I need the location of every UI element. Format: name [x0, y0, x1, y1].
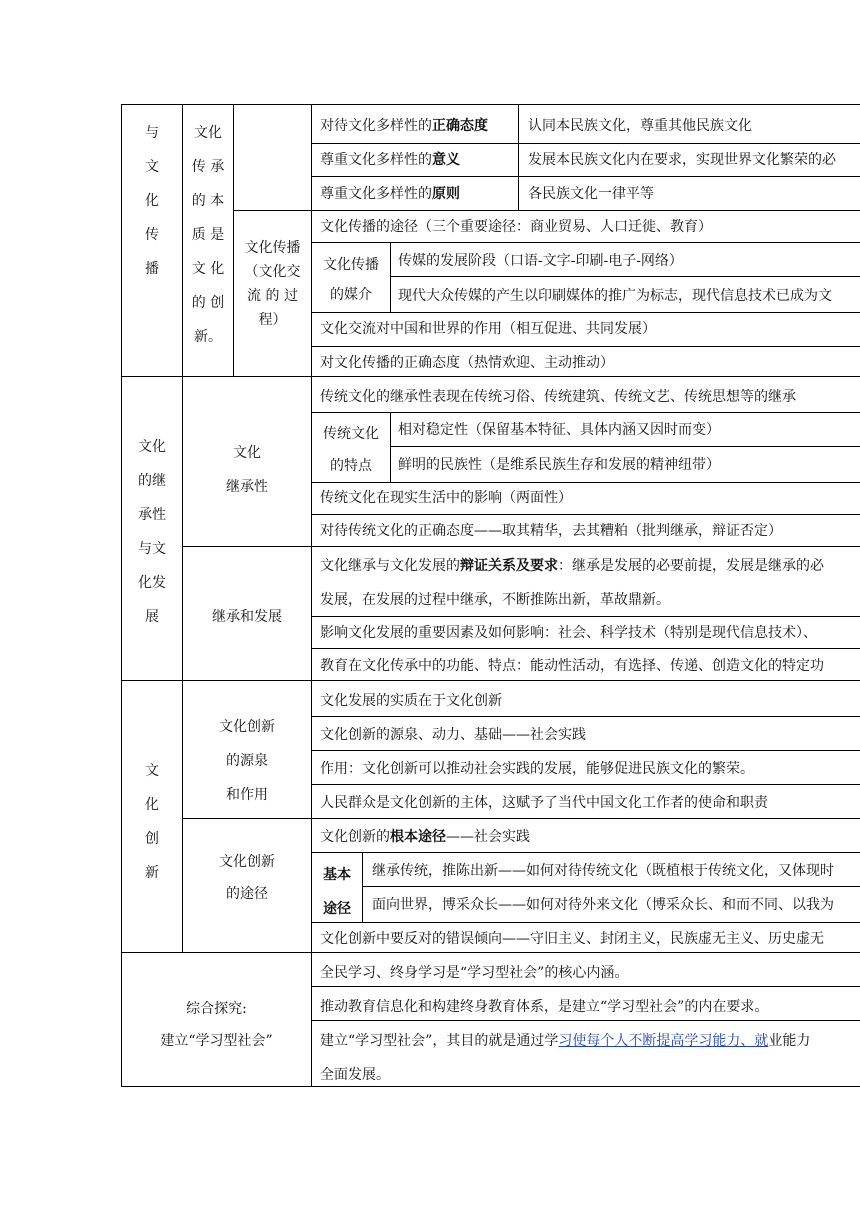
learning-society-requirement: 推动教育信息化和构建终身教育体系，是建立“学习型社会”的内在要求。 [320, 999, 769, 1015]
row-divider [311, 986, 860, 987]
row-divider [233, 210, 860, 211]
dialectic-relation-cont: 发展，在发展的过程中继承，不断推陈出新，革故鼎新。 [320, 592, 670, 608]
learning-society-core: 全民学习、终身学习是“学习型社会”的核心内涵。 [320, 965, 629, 981]
column-divider [362, 852, 363, 922]
subsection-title-culture-inheritance: 文化 传 承 的 本 质 是 文 化 的 创 新。 [191, 125, 225, 345]
row-divider [311, 784, 860, 785]
row-divider [390, 446, 860, 447]
row-divider [311, 346, 860, 347]
innovation-source: 文化创新的源泉、动力、基础——社会实践 [320, 727, 586, 743]
row-divider [311, 1020, 860, 1021]
section-title-culture-innovation: 文 化 创 新 [145, 763, 159, 881]
row-divider [311, 482, 860, 483]
section-title-inheritance-development: 文化 的继 承性 与文 化发 展 [138, 439, 166, 625]
row-divider [311, 648, 860, 649]
diversity-meaning-answer: 发展本民族文化内在要求，实现世界文化繁荣的必 [528, 152, 836, 168]
innovation-path-label: 文化创新 的途径 [219, 854, 275, 902]
row-divider [311, 922, 860, 923]
spread-media-label: 文化传播 的媒介 [323, 257, 379, 303]
exchange-role: 文化交流对中国和世界的作用（相互促进、共同发展） [320, 321, 656, 337]
inheritance-expression: 传统文化的继承性表现在传统习俗、传统建筑、传统文艺、传统思想等的继承 [320, 389, 796, 405]
synthesis-title: 综合探究: [186, 1001, 247, 1017]
spread-attitude: 对文化传播的正确态度（热情欢迎、主动推动） [320, 355, 614, 371]
section-divider [121, 952, 860, 953]
learning-society-goal: 建立“学习型社会”，其目的就是通过学习使每个人不断提高学习能力、就业能力 [320, 1033, 811, 1049]
inheritance-label: 文化 继承性 [226, 445, 268, 495]
diversity-principle-answer: 各民族文化一律平等 [528, 186, 654, 202]
education-function: 教育在文化传承中的功能、特点：能动性活动，有选择、传递、创造文化的特定功 [320, 658, 824, 674]
section-title-culture-spread: 与 文 化 传 播 [145, 125, 159, 277]
media-stages: 传媒的发展阶段（口语-文字-印刷-电子-网络） [398, 253, 683, 269]
media-modern: 现代大众传媒的产生以印刷媒体的推广为标志，现代信息技术已成为文 [398, 288, 832, 304]
trait-stability: 相对稳定性（保留基本特征、具体内涵又因时而变） [398, 422, 720, 438]
row-divider [311, 616, 860, 617]
trait-nationality: 鲜明的民族性（是维系民族生存和发展的精神纽带） [398, 457, 720, 473]
spread-process-label: 文化传播 （文化交 流 的 过 程） [244, 240, 301, 328]
dialectic-relation: 文化继承与文化发展的辩证关系及要求：继承是发展的必要前提，发展是继承的必 [320, 558, 824, 574]
row-divider [311, 176, 860, 177]
section-divider [121, 680, 860, 681]
diversity-meaning-label: 尊重文化多样性的意义 [320, 152, 460, 168]
tradition-influence: 传统文化在现实生活中的影响（两面性） [320, 490, 572, 506]
row-divider [311, 312, 860, 313]
diversity-attitude-answer: 认同本民族文化，尊重其他民族文化 [528, 118, 752, 134]
row-divider [362, 886, 860, 887]
learning-society-goal-cont: 全面发展。 [320, 1067, 390, 1083]
table-border-top [121, 104, 860, 105]
table-border-bottom [121, 1086, 860, 1087]
row-divider [311, 716, 860, 717]
innovation-role: 作用：文化创新可以推动社会实践的发展，能够促进民族文化的繁荣。 [320, 761, 754, 777]
innovation-wrong-tendency: 文化创新中要反对的错误倾向——守旧主义、封闭主义，民族虚无主义、历史虚无 [320, 931, 824, 947]
basic-path-tradition: 继承传统，推陈出新——如何对待传统文化（既植根于传统文化，又体现时 [372, 863, 834, 879]
row-divider [182, 818, 860, 819]
row-divider [311, 852, 860, 853]
row-divider [311, 750, 860, 751]
diversity-attitude-label: 对待文化多样性的正确态度 [320, 118, 488, 134]
row-divider [390, 276, 860, 277]
column-divider [390, 242, 391, 312]
basic-path-label: 基本 途径 [323, 867, 351, 917]
column-divider [390, 412, 391, 482]
innovation-source-label: 文化创新 的源泉 和作用 [219, 719, 275, 803]
underlined-link-text[interactable]: 习使每个人不断提高学习能力、就 [558, 1033, 769, 1049]
row-divider [311, 514, 860, 515]
innovation-essence: 文化发展的实质在于文化创新 [320, 693, 502, 709]
diversity-principle-label: 尊重文化多样性的原则 [320, 186, 460, 202]
column-divider [518, 104, 519, 210]
innovation-root-path: 文化创新的根本途径——社会实践 [320, 829, 530, 845]
development-factors: 影响文化发展的重要因素及如何影响：社会、科学技术（特别是现代信息技术）、 [320, 625, 817, 641]
tradition-traits-label: 传统文化 的特点 [323, 426, 379, 474]
innovation-subject: 人民群众是文化创新的主体，这赋予了当代中国文化工作者的使命和职责 [320, 795, 768, 811]
row-divider [311, 412, 860, 413]
spread-routes: 文化传播的途径（三个重要途径：商业贸易、人口迁徙、教育） [320, 219, 712, 235]
development-label: 继承和发展 [212, 609, 282, 625]
row-divider [182, 546, 860, 547]
section-divider [121, 376, 860, 377]
tradition-attitude: 对待传统文化的正确态度——取其精华，去其糟粕（批判继承，辩证否定） [320, 523, 782, 539]
row-divider [311, 242, 860, 243]
synthesis-subtitle: 建立“学习型社会” [160, 1033, 273, 1049]
basic-path-world: 面向世界，博采众长——如何对待外来文化（博采众长、和而不同、以我为 [372, 897, 834, 913]
row-divider [311, 143, 860, 144]
